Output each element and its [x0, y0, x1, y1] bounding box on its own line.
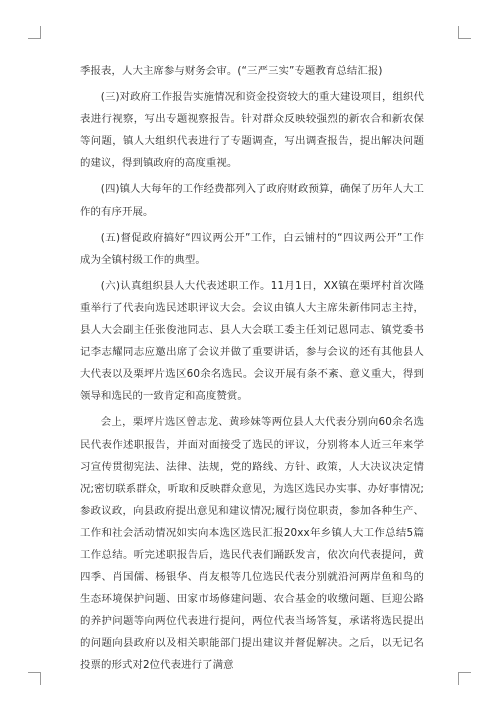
- crop-mark-top-left: [28, 26, 41, 39]
- crop-mark-bottom-right: [458, 672, 471, 685]
- crop-mark-bottom-left: [28, 672, 41, 685]
- paragraph-supervision: (五)督促政府搞好“四议两公开”工作，白云铺村的“四议两公开”工作成为全镇村级工作的典型。: [80, 231, 424, 266]
- paragraph-budget: (四)镇人大每年的工作经费都列入了政府财政预算，确保了历年人大工作的有序开展。: [80, 183, 424, 218]
- paragraph-meeting: 会上，栗坪片选区曾志龙、黄珍妹等两位县人大代表分别向60余名选民代表作述职报告，并面对面接受了选民的评议，分别将本人近三年来学习宣传贯彻宪法、法律、法规，党的路线、方针、政策，人大决议决定情况;密切联系群众，听取和反映群众意见，为选区选民办实事、办好事情况;参政议政，向县政府提出意见和建议情况;履行岗位职责，参加各种生产、工作和社会活动情况如实向本选区选民汇报20xx年乡镇人大工作总结5篇工作总结。听完述职报告后，选民代表们踊跃发言，依次向代表提问，黄四季、肖国儒、杨银华、肖友根等几位选民代表分别就沿河两岸鱼和鸟的生态环境保护问题、田家市场修建问题、农合基金的收缴问题、巨迎公路的养护问题等向两位代表进行提问，两位代表当场答复，承诺将选民提出的问题向县政府以及相关职能部门提出建议并督促解决。之后，以无记名投票的形式对2位代表进行了满意: [80, 416, 424, 672]
- crop-mark-top-right: [458, 26, 471, 39]
- paragraph-deputy-report: (六)认真组织县人大代表述职工作。11月1日，XX镇在栗坪村首次隆重举行了代表向选民述职评议大会。会议由镇人大主席朱新伟同志主持，县人大会副主任张俊池同志、县人大会联工委主任刘记恩同志、镇党委书记李志耀同志应邀出席了会议并做了重要讲话，参与会议的还有其他县人大代表以及栗坪片选区60余名选民。会议开展有条不紊、意义重大，得到领导和选民的一致肯定和高度赞赏。: [80, 279, 424, 403]
- paragraph-continuation: 季报表，人大主席参与财务会审。(“三严三实”专题教育总结汇报): [80, 65, 383, 77]
- paragraph-inspection: (三)对政府工作报告实施情况和资金投资较大的重大建设项目，组织代表进行视察，写出专题视察报告。针对群众反映较强烈的新农合和新农保等问题，镇人大组织代表进行了专题调查，写出调查报告，提出解决问题的建议，得到镇政府的高度重视。: [80, 91, 424, 170]
- document-body: [80, 60, 424, 681]
